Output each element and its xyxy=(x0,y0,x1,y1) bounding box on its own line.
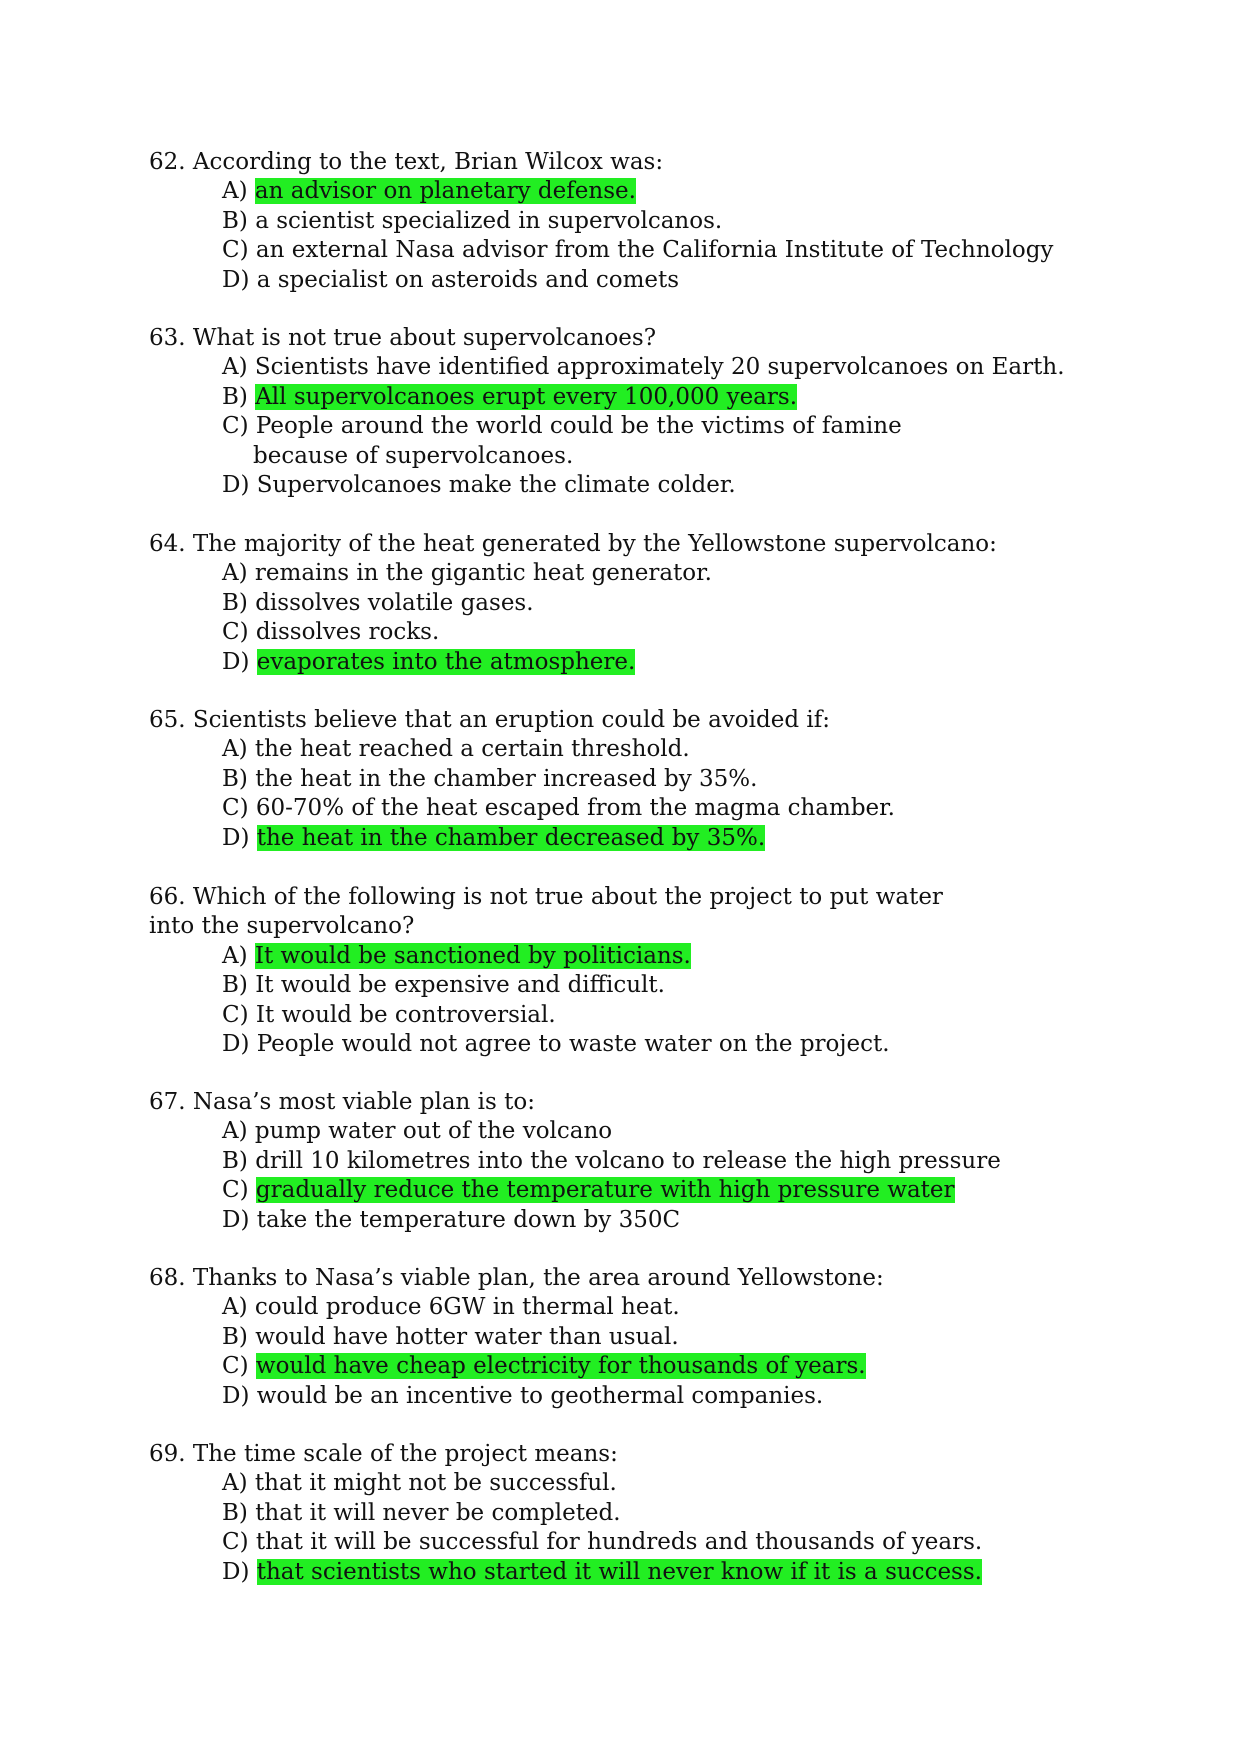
option-list xyxy=(149,559,1109,677)
option-b xyxy=(222,589,1109,618)
option-d xyxy=(222,824,1109,853)
option-text: an external Nasa advisor from the California Institute of Technology xyxy=(255,237,1054,264)
option-text: 60-70% of the heat escaped from the magma chamber. xyxy=(255,795,895,822)
option-letter: D) xyxy=(222,472,250,499)
option-letter: B) xyxy=(222,383,248,410)
option-letter: D) xyxy=(222,1206,250,1233)
option-a xyxy=(222,559,1109,588)
option-letter: B) xyxy=(222,1499,248,1526)
question-stem: 62. According to the text, Brian Wilcox was: xyxy=(149,149,664,175)
option-a xyxy=(222,353,1109,382)
option-letter: A) xyxy=(222,736,248,763)
question-stem: 69. The time scale of the project means: xyxy=(149,1441,618,1467)
option-text: dissolves volatile gases. xyxy=(255,589,534,616)
option-list xyxy=(149,942,1109,1060)
question-stem: 67. Nasa’s most viable plan is to: xyxy=(149,1089,535,1115)
option-letter: B) xyxy=(222,207,248,234)
question-65 xyxy=(149,706,1109,853)
option-letter: D) xyxy=(222,266,250,293)
question-stem: 66. Which of the following is not true about the project to put water into the supervolcano? xyxy=(149,884,943,940)
option-letter: D) xyxy=(222,648,250,675)
option-letter: A) xyxy=(222,1118,248,1145)
option-b xyxy=(222,971,1109,1000)
option-c xyxy=(222,1528,1109,1557)
option-letter: C) xyxy=(222,1529,249,1556)
option-a xyxy=(222,1117,1109,1146)
option-text: drill 10 kilometres into the volcano to release the high pressure xyxy=(255,1147,1001,1174)
option-c xyxy=(222,236,1109,265)
option-text: would be an incentive to geothermal companies. xyxy=(256,1382,824,1409)
option-c xyxy=(222,1352,1109,1381)
option-letter: A) xyxy=(222,178,248,205)
option-list xyxy=(149,1117,1109,1235)
option-letter: C) xyxy=(222,413,249,440)
option-b xyxy=(222,1147,1109,1176)
option-list xyxy=(149,177,1109,295)
option-b xyxy=(222,207,1109,236)
option-c xyxy=(222,1001,1109,1030)
option-text: a specialist on asteroids and comets xyxy=(256,266,680,293)
option-text: the heat reached a certain threshold. xyxy=(254,736,690,763)
option-text: Scientists have identified approximately 20 supervolcanoes on Earth. xyxy=(254,354,1065,381)
option-d xyxy=(222,648,1109,677)
question-stem: 64. The majority of the heat generated by the Yellowstone supervolcano: xyxy=(149,531,997,557)
option-letter: B) xyxy=(222,972,248,999)
question-stem: 63. What is not true about supervolcanoes? xyxy=(149,325,657,351)
option-text: Supervolcanoes make the climate colder. xyxy=(256,472,736,499)
option-letter: A) xyxy=(222,1470,248,1497)
option-text: an advisor on planetary defense. xyxy=(254,178,636,205)
option-letter: D) xyxy=(222,1382,250,1409)
option-c xyxy=(222,794,1109,823)
option-letter: B) xyxy=(222,1147,248,1174)
option-letter: D) xyxy=(222,824,250,851)
option-text: would have cheap electricity for thousands of years. xyxy=(255,1353,866,1380)
option-text: that it will never be completed. xyxy=(255,1499,621,1526)
question-62 xyxy=(149,148,1109,295)
option-text: It would be expensive and difficult. xyxy=(255,972,665,999)
option-list xyxy=(149,353,1109,500)
option-text: All supervolcanoes erupt every 100,000 years. xyxy=(255,383,798,410)
option-letter: B) xyxy=(222,1323,248,1350)
option-list xyxy=(149,735,1109,853)
question-69 xyxy=(149,1440,1109,1587)
option-letter: A) xyxy=(222,1294,248,1321)
option-d xyxy=(222,1206,1109,1235)
question-68 xyxy=(149,1264,1109,1411)
option-a xyxy=(222,1293,1109,1322)
option-letter: B) xyxy=(222,589,248,616)
option-letter: C) xyxy=(222,1353,249,1380)
option-text: dissolves rocks. xyxy=(255,619,440,646)
option-letter: C) xyxy=(222,1177,249,1204)
option-text: pump water out of the volcano xyxy=(254,1118,613,1145)
option-text: It would be sanctioned by politicians. xyxy=(254,942,691,969)
option-d xyxy=(222,1382,1109,1411)
option-text: take the temperature down by 350C xyxy=(256,1206,681,1233)
option-c xyxy=(222,412,1003,471)
option-text: that scientists who started it will never know if it is a success. xyxy=(256,1558,982,1585)
option-text: the heat in the chamber increased by 35%. xyxy=(255,765,758,792)
option-text: evaporates into the atmosphere. xyxy=(256,648,636,675)
option-b xyxy=(222,1323,1109,1352)
option-text: a scientist specialized in supervolcanos. xyxy=(255,207,723,234)
option-c xyxy=(222,618,1109,647)
option-d xyxy=(222,471,1109,500)
option-d xyxy=(222,1030,1109,1059)
option-text: could produce 6GW in thermal heat. xyxy=(254,1294,680,1321)
option-text: would have hotter water than usual. xyxy=(255,1323,679,1350)
option-letter: D) xyxy=(222,1558,250,1585)
option-text: the heat in the chamber decreased by 35%. xyxy=(256,824,766,851)
option-list xyxy=(149,1469,1109,1587)
question-stem: 65. Scientists believe that an eruption could be avoided if: xyxy=(149,707,830,733)
option-letter: B) xyxy=(222,765,248,792)
option-list xyxy=(149,1293,1109,1411)
option-letter: C) xyxy=(222,795,249,822)
question-63 xyxy=(149,324,1109,500)
question-stem: 68. Thanks to Nasa’s viable plan, the area around Yellowstone: xyxy=(149,1265,884,1291)
option-text: that it might not be successful. xyxy=(254,1470,617,1497)
option-a xyxy=(222,177,1109,206)
option-d xyxy=(222,1558,1109,1587)
option-letter: C) xyxy=(222,237,249,264)
option-b xyxy=(222,383,1109,412)
option-a xyxy=(222,942,1109,971)
option-letter: A) xyxy=(222,354,248,381)
option-b xyxy=(222,765,1109,794)
option-c xyxy=(222,1176,1109,1205)
option-text: gradually reduce the temperature with high pressure water xyxy=(255,1177,955,1204)
option-letter: C) xyxy=(222,619,249,646)
option-text: that it will be successful for hundreds and thousands of years. xyxy=(255,1529,983,1556)
option-b xyxy=(222,1499,1109,1528)
option-a xyxy=(222,735,1109,764)
option-letter: A) xyxy=(222,942,248,969)
option-letter: A) xyxy=(222,560,248,587)
option-letter: D) xyxy=(222,1031,250,1058)
option-d xyxy=(222,266,1109,295)
option-text: It would be controversial. xyxy=(255,1001,556,1028)
option-letter: C) xyxy=(222,1001,249,1028)
option-text: People would not agree to waste water on the project. xyxy=(256,1031,890,1058)
question-64 xyxy=(149,530,1109,677)
question-66 xyxy=(149,883,1109,1059)
option-a xyxy=(222,1469,1109,1498)
option-text: remains in the gigantic heat generator. xyxy=(254,560,712,587)
option-text: People around the world could be the victims of famine because of supervolcanoes. xyxy=(253,413,902,469)
question-67 xyxy=(149,1088,1109,1235)
